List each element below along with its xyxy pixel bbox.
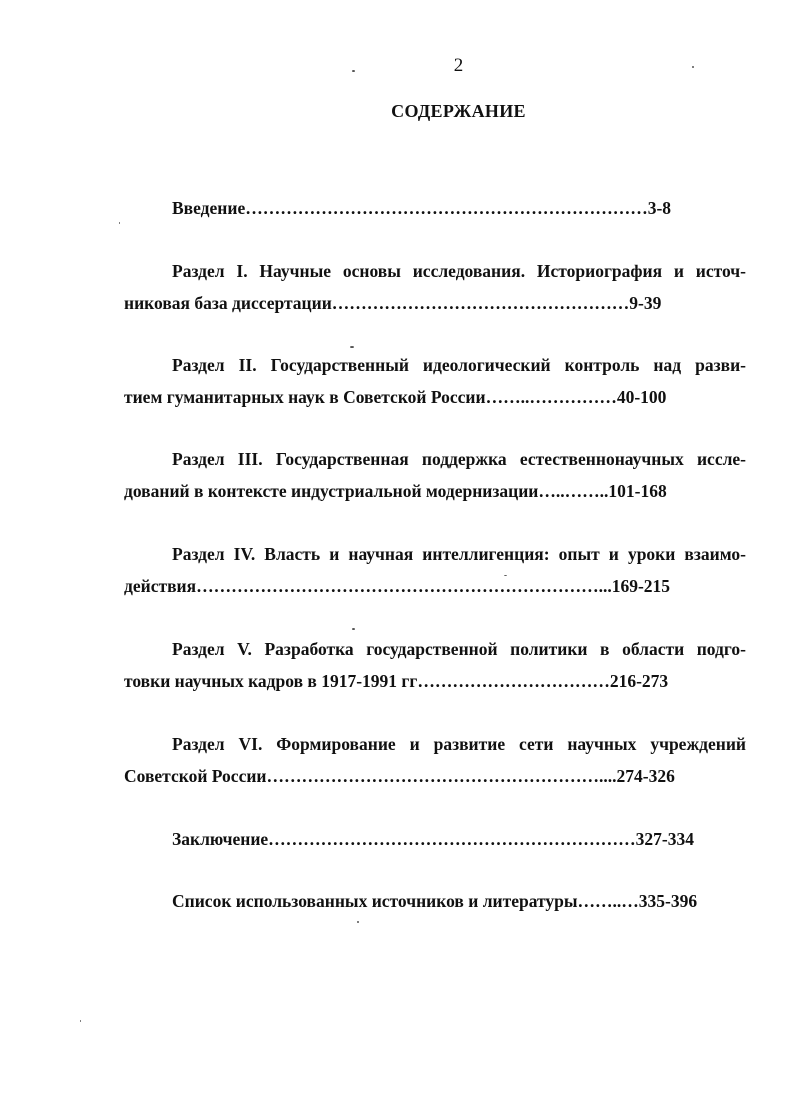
toc-entry-text: Список использованных источников и литературы……..…335-396 bbox=[172, 891, 698, 911]
toc-entry-line-1: Раздел II. Государственный идеологический контроль над разви- bbox=[172, 355, 746, 375]
scan-speck bbox=[80, 1020, 81, 1022]
toc-entry-line-2: действия……………………………………………………………...169-215 bbox=[124, 576, 671, 596]
scan-speck bbox=[504, 575, 507, 576]
toc-entry-section-2 bbox=[124, 349, 746, 413]
scan-speck bbox=[352, 628, 355, 630]
scan-speck bbox=[119, 222, 120, 224]
toc-entry-section-6 bbox=[124, 728, 746, 792]
toc-entry-line-2: никовая база диссертации……………………………………………9-39 bbox=[124, 293, 662, 313]
toc-entry-line-1: Раздел VI. Формирование и развитие сети научных учреждений bbox=[172, 734, 746, 754]
toc-entry-section-4 bbox=[124, 538, 746, 602]
toc-entry-line-1: Раздел IV. Власть и научная интеллигенция: опыт и уроки взаимо- bbox=[172, 544, 746, 564]
scan-speck bbox=[350, 346, 354, 348]
document-title: СОДЕРЖАНИЕ bbox=[391, 101, 526, 121]
scan-speck bbox=[352, 70, 355, 72]
toc-entry-line-2: товки научных кадров в 1917-1991 гг……………………………216-273 bbox=[124, 671, 669, 691]
toc-entry-section-5 bbox=[124, 633, 746, 697]
toc-entry-text: Заключение………………………………………………………327-334 bbox=[172, 829, 694, 849]
toc-entry-line-2: тием гуманитарных наук в Советской России……..……………40-100 bbox=[124, 387, 667, 407]
toc-entry-introduction bbox=[124, 192, 746, 224]
toc-entry-conclusion bbox=[124, 823, 746, 855]
toc-entry-bibliography bbox=[124, 885, 746, 917]
page-number: 2 bbox=[453, 55, 464, 76]
toc-entry-line-1: Раздел I. Научные основы исследования. Историография и источ- bbox=[172, 261, 746, 281]
toc-entry-section-1 bbox=[124, 255, 746, 319]
toc-entry-line-1: Раздел V. Разработка государственной политики в области подго- bbox=[172, 639, 746, 659]
scan-speck bbox=[357, 921, 359, 923]
toc-entry-line-2: Советской России…………………………………………………....274-326 bbox=[124, 766, 675, 786]
toc-entry-line-2: дований в контексте индустриальной модернизации…..……..101-168 bbox=[124, 481, 667, 501]
toc-entry-line-1: Раздел III. Государственная поддержка естественнонаучных иссле- bbox=[172, 449, 746, 469]
scan-speck bbox=[692, 66, 694, 68]
toc-entry-section-3 bbox=[124, 443, 746, 507]
toc-entry-text: Введение……………………………………………………………3-8 bbox=[172, 198, 672, 218]
